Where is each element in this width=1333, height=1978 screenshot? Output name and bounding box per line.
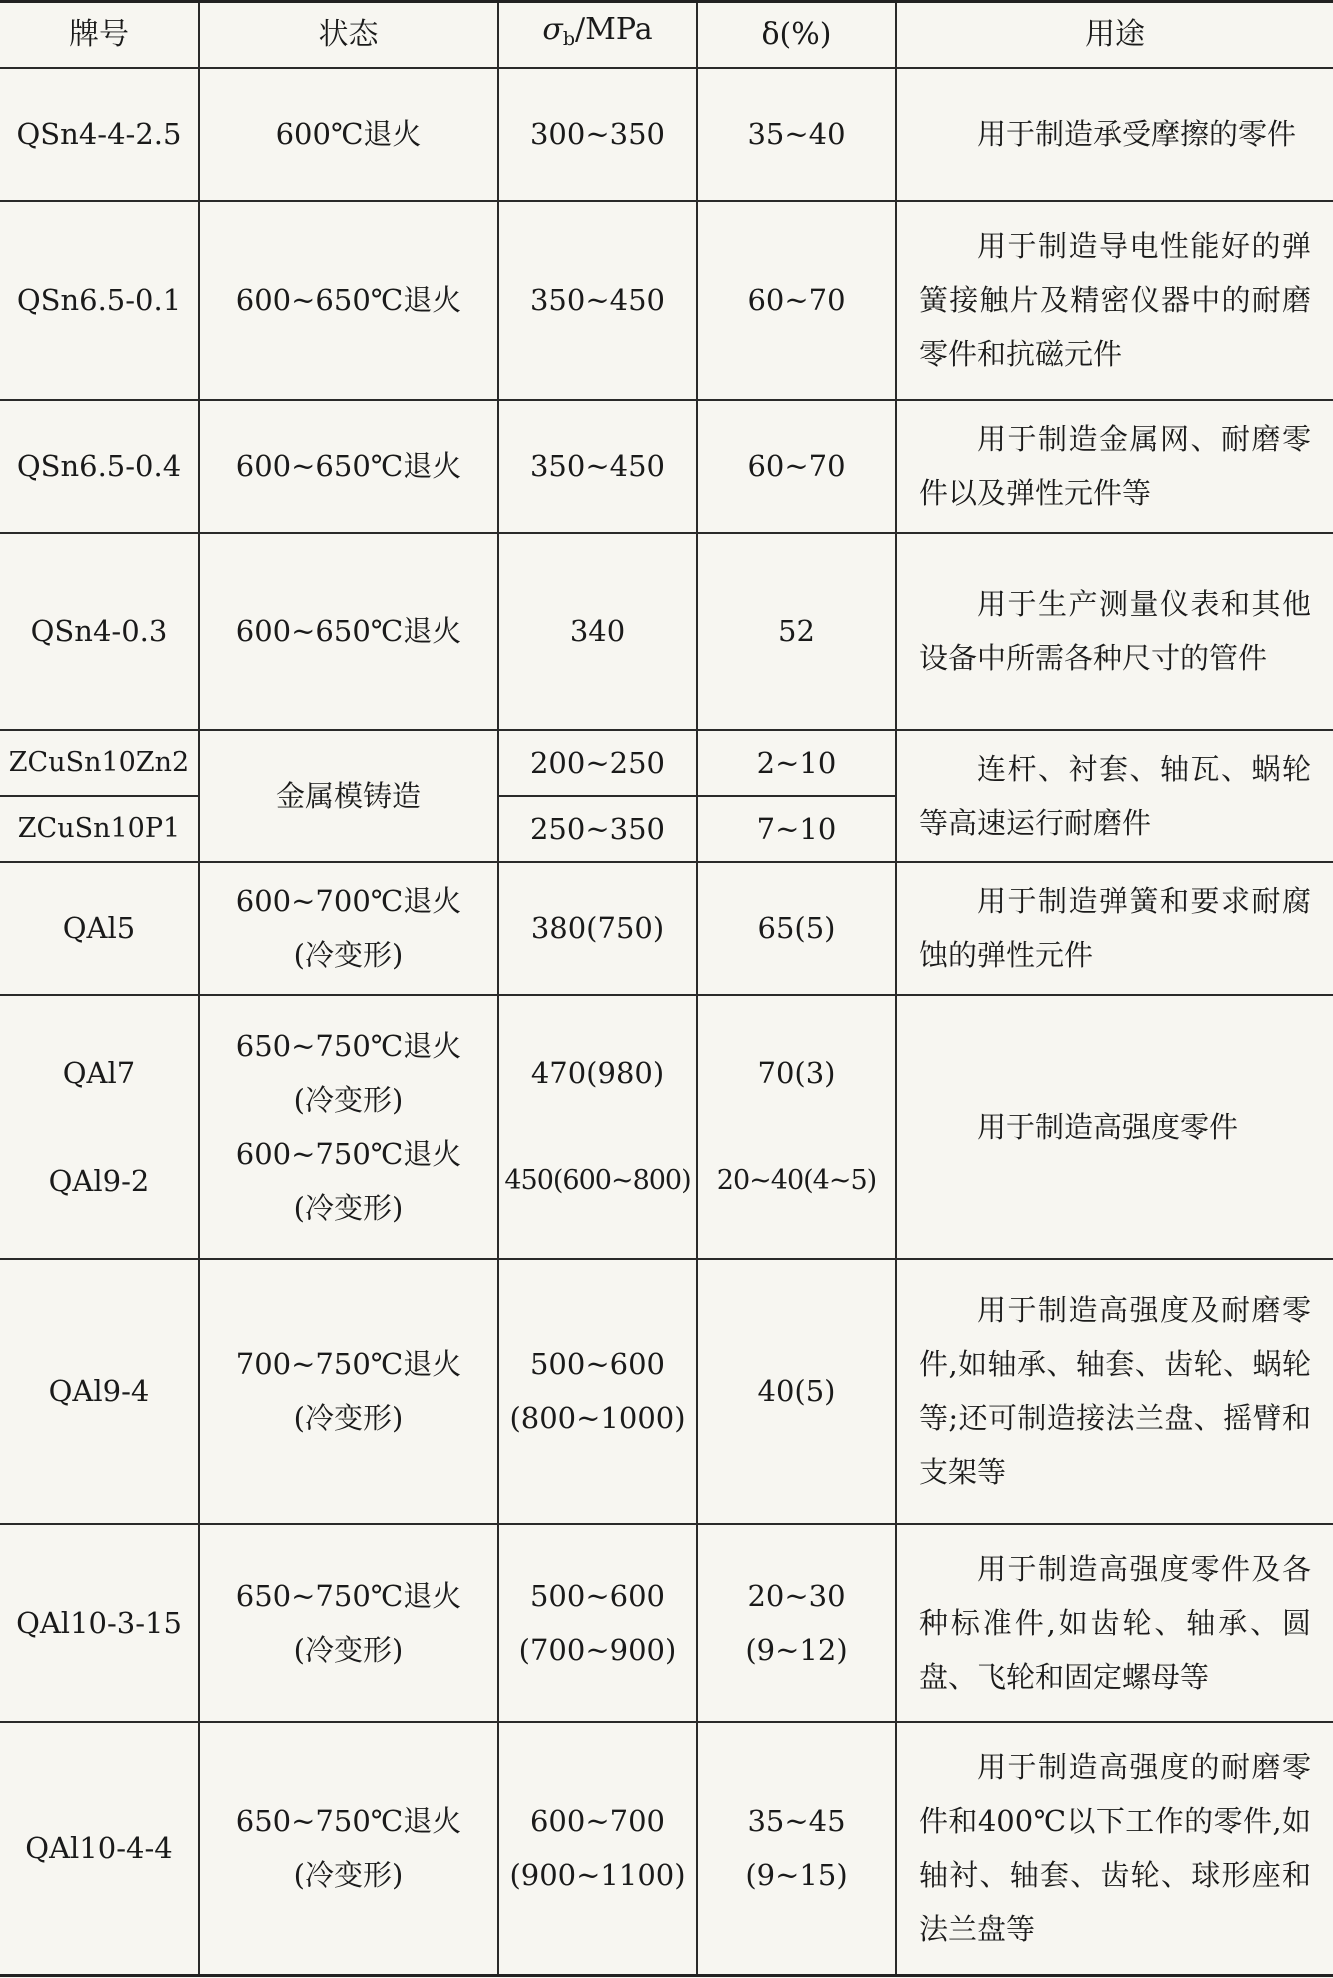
header-row bbox=[0, 2, 1333, 68]
use-text: 连杆、衬套、轴瓦、蜗轮等高速运行耐磨件 bbox=[919, 751, 1311, 840]
sigma-line: (700~900) bbox=[518, 1632, 677, 1667]
cell-use bbox=[896, 201, 1333, 400]
cell-delta: 52 bbox=[697, 533, 896, 730]
cell-grade: ZCuSn10Zn2 bbox=[0, 730, 199, 796]
cell-delta: 2~10 bbox=[697, 730, 896, 796]
sigma-line: 600~700 bbox=[529, 1804, 665, 1839]
cell-state: 600~650℃退火 bbox=[199, 400, 498, 533]
use-text: 用于制造弹簧和要求耐腐蚀的弹性元件 bbox=[919, 884, 1311, 972]
cell-state: 600~650℃退火 bbox=[199, 533, 498, 730]
cell-use bbox=[896, 1722, 1333, 1976]
use-text: 用于制造高强度及耐磨零件,如轴承、轴套、齿轮、蜗轮等;还可制造接法兰盘、摇臂和支架等 bbox=[919, 1293, 1311, 1489]
cell-use bbox=[896, 995, 1333, 1259]
table-row bbox=[0, 201, 1333, 400]
use-text: 用于制造承受摩擦的零件 bbox=[977, 117, 1297, 151]
header-state: 状态 bbox=[199, 2, 498, 68]
sigma-line: 470(980) bbox=[530, 1055, 665, 1090]
cell-state bbox=[199, 862, 498, 995]
table-row bbox=[0, 862, 1333, 995]
table-row bbox=[0, 1722, 1333, 1976]
cell-use bbox=[896, 533, 1333, 730]
sigma-symbol: σ bbox=[542, 12, 563, 48]
delta-line: 70(3) bbox=[757, 1055, 836, 1090]
cell-delta bbox=[697, 1524, 896, 1722]
table-row bbox=[0, 995, 1333, 1259]
cell-sigma: 200~250 bbox=[498, 730, 697, 796]
cell-grade: QSn4-4-2.5 bbox=[0, 68, 199, 201]
table-row bbox=[0, 68, 1333, 201]
state-line: (冷变形) bbox=[293, 1082, 404, 1117]
table-row bbox=[0, 533, 1333, 730]
grade-line: QAl9-2 bbox=[48, 1163, 150, 1198]
cell-delta: 60~70 bbox=[697, 400, 896, 533]
state-line: (冷变形) bbox=[293, 1190, 404, 1225]
state-line: (冷变形) bbox=[293, 938, 404, 972]
cell-sigma bbox=[498, 995, 697, 1259]
state-line: (冷变形) bbox=[293, 1858, 404, 1893]
cell-sigma: 350~450 bbox=[498, 201, 697, 400]
cell-grade: QSn6.5-0.4 bbox=[0, 400, 199, 533]
cell-grade bbox=[0, 995, 199, 1259]
cell-delta: 65(5) bbox=[697, 862, 896, 995]
state-line: 650~750℃退火 bbox=[235, 1028, 462, 1063]
cell-use bbox=[896, 68, 1333, 201]
cell-state bbox=[199, 1722, 498, 1976]
cell-sigma: 350~450 bbox=[498, 400, 697, 533]
sigma-line: 500~600 bbox=[529, 1578, 665, 1613]
cell-use bbox=[896, 400, 1333, 533]
table-row bbox=[0, 1524, 1333, 1722]
sigma-line: 500~600 bbox=[529, 1347, 665, 1381]
sigma-subscript: b bbox=[562, 28, 576, 51]
cell-sigma: 250~350 bbox=[498, 796, 697, 862]
sigma-unit: /MPa bbox=[575, 12, 653, 48]
cell-grade: QAl10-3-15 bbox=[0, 1524, 199, 1722]
cell-sigma: 380(750) bbox=[498, 862, 697, 995]
use-text: 用于制造金属网、耐磨零件以及弹性元件等 bbox=[919, 422, 1311, 510]
delta-line: 35~45 bbox=[747, 1804, 846, 1839]
use-text: 用于制造高强度零件 bbox=[977, 1109, 1239, 1144]
cell-state: 600℃退火 bbox=[199, 68, 498, 201]
cell-sigma bbox=[498, 1259, 697, 1524]
cell-delta: 60~70 bbox=[697, 201, 896, 400]
delta-line: (9~12) bbox=[745, 1632, 848, 1667]
cell-state: 600~650℃退火 bbox=[199, 201, 498, 400]
cell-sigma: 340 bbox=[498, 533, 697, 730]
header-sigma bbox=[498, 2, 697, 68]
cell-delta: 7~10 bbox=[697, 796, 896, 862]
cell-state bbox=[199, 1259, 498, 1524]
delta-line: 20~40(4~5) bbox=[716, 1164, 877, 1196]
cell-use bbox=[896, 862, 1333, 995]
state-line: 700~750℃退火 bbox=[235, 1347, 462, 1381]
state-line: (冷变形) bbox=[293, 1632, 404, 1667]
sigma-line: (900~1100) bbox=[509, 1858, 686, 1893]
state-line: 600~750℃退火 bbox=[235, 1136, 462, 1171]
use-text: 用于制造高强度零件及各种标准件,如齿轮、轴承、圆盘、飞轮和固定螺母等 bbox=[919, 1551, 1311, 1694]
header-use: 用途 bbox=[896, 2, 1333, 68]
cell-sigma bbox=[498, 1524, 697, 1722]
header-delta: δ(%) bbox=[697, 2, 896, 68]
state-line: (冷变形) bbox=[293, 1401, 404, 1435]
sigma-line: 450(600~800) bbox=[504, 1164, 691, 1196]
use-text: 用于制造高强度的耐磨零件和400℃以下工作的零件,如轴衬、轴套、齿轮、球形座和法兰盘等 bbox=[919, 1750, 1311, 1947]
cell-state bbox=[199, 1524, 498, 1722]
header-grade: 牌号 bbox=[0, 2, 199, 68]
cell-grade: QSn6.5-0.1 bbox=[0, 201, 199, 400]
cell-delta: 35~40 bbox=[697, 68, 896, 201]
cell-delta bbox=[697, 995, 896, 1259]
cell-grade: QAl9-4 bbox=[0, 1259, 199, 1524]
cell-use bbox=[896, 1524, 1333, 1722]
cell-grade: ZCuSn10P1 bbox=[0, 796, 199, 862]
cell-grade: QAl5 bbox=[0, 862, 199, 995]
cell-state: 金属模铸造 bbox=[199, 730, 498, 862]
grade-line: QAl7 bbox=[62, 1055, 136, 1090]
use-text: 用于制造导电性能好的弹簧接触片及精密仪器中的耐磨零件和抗磁元件 bbox=[919, 229, 1311, 371]
use-text: 用于生产测量仪表和其他设备中所需各种尺寸的管件 bbox=[919, 587, 1311, 675]
table-row bbox=[0, 730, 1333, 796]
table-row bbox=[0, 1259, 1333, 1524]
table-row bbox=[0, 400, 1333, 533]
cell-use bbox=[896, 730, 1333, 862]
delta-line: 20~30 bbox=[747, 1578, 846, 1613]
state-line: 650~750℃退火 bbox=[235, 1578, 462, 1613]
cell-delta bbox=[697, 1722, 896, 1976]
cell-grade: QSn4-0.3 bbox=[0, 533, 199, 730]
cell-state bbox=[199, 995, 498, 1259]
cell-grade: QAl10-4-4 bbox=[0, 1722, 199, 1976]
cell-sigma bbox=[498, 1722, 697, 1976]
cell-use bbox=[896, 1259, 1333, 1524]
delta-line: (9~15) bbox=[745, 1858, 848, 1893]
cell-delta: 40(5) bbox=[697, 1259, 896, 1524]
state-line: 600~700℃退火 bbox=[235, 884, 462, 918]
state-line: 650~750℃退火 bbox=[235, 1804, 462, 1839]
cell-sigma: 300~350 bbox=[498, 68, 697, 201]
sigma-line: (800~1000) bbox=[509, 1401, 686, 1435]
